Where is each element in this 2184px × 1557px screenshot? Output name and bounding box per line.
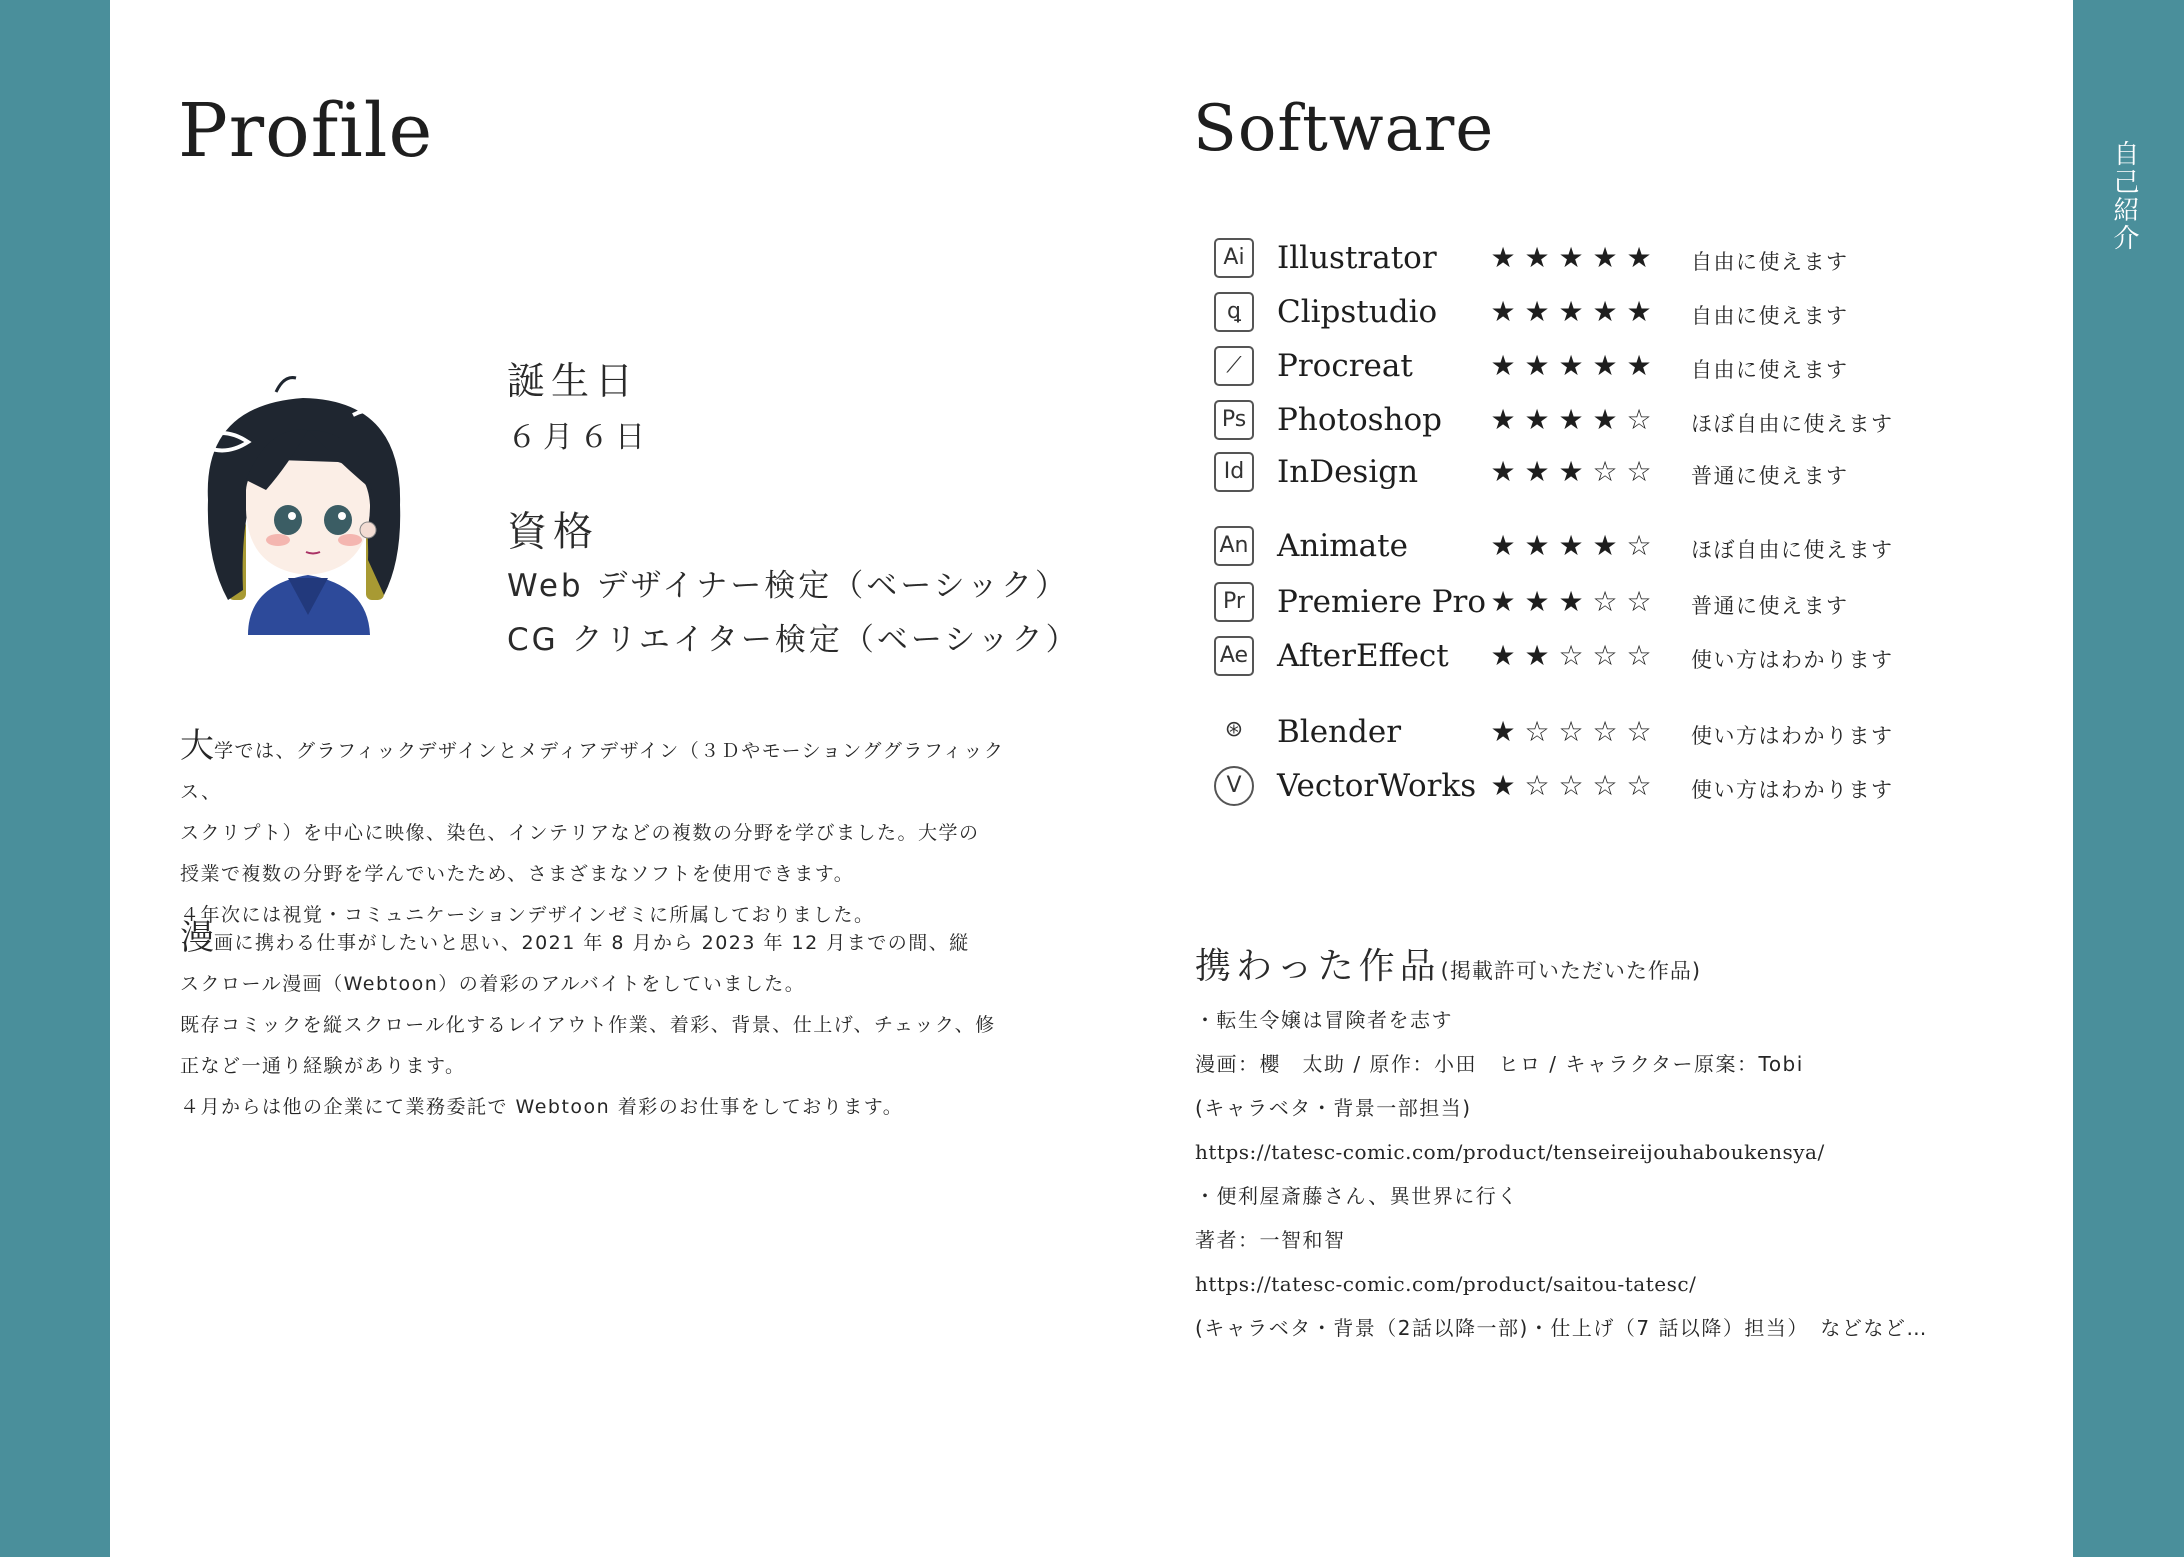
software-name: Photoshop <box>1277 402 1442 438</box>
software-row-vectorworks <box>1214 764 2074 814</box>
filled-star-icon: ★ <box>1592 529 1618 562</box>
star-rating <box>1486 638 1656 674</box>
software-name: AfterEffect <box>1277 638 1449 674</box>
drop-initial: 大 <box>180 726 214 766</box>
empty-star-icon: ☆ <box>1592 715 1618 748</box>
empty-star-icon: ☆ <box>1592 455 1618 488</box>
filled-star-icon: ★ <box>1558 529 1584 562</box>
vectorworks-icon: V <box>1214 766 1254 806</box>
skill-level: 使い方はわかります <box>1691 778 1894 802</box>
paragraph-line: 既存コミックを縦スクロール化するレイアウト作業、着彩、背景、仕上げ、チェック、修 <box>180 1014 996 1036</box>
birthday-label: 誕生日 <box>507 359 640 403</box>
filled-star-icon: ★ <box>1524 455 1550 488</box>
filled-star-icon: ★ <box>1490 455 1516 488</box>
filled-star-icon: ★ <box>1490 529 1516 562</box>
software-title: Software <box>1193 92 1495 166</box>
qualification-item: Web デザイナー検定（ベーシック） <box>507 568 1070 604</box>
animate-icon: An <box>1214 526 1254 566</box>
filled-star-icon: ★ <box>1558 295 1584 328</box>
filled-star-icon: ★ <box>1524 349 1550 382</box>
after-effects-icon: Ae <box>1214 636 1254 676</box>
works-heading <box>1195 938 1701 989</box>
filled-star-icon: ★ <box>1490 585 1516 618</box>
clipstudio-icon: ꝗ <box>1214 292 1254 332</box>
skill-level: 自由に使えます <box>1691 250 1849 274</box>
software-row-procreat <box>1214 344 2074 394</box>
skill-level: ほぼ自由に使えます <box>1691 538 1894 562</box>
star-rating <box>1486 240 1656 276</box>
filled-star-icon: ★ <box>1592 295 1618 328</box>
filled-star-icon: ★ <box>1626 349 1652 382</box>
filled-star-icon: ★ <box>1558 585 1584 618</box>
empty-star-icon: ☆ <box>1524 715 1550 748</box>
paragraph-line: スクリプト）を中心に映像、染色、インテリアなどの複数の分野を学びました。大学の <box>180 822 980 844</box>
avatar-illustration <box>188 370 428 645</box>
empty-star-icon: ☆ <box>1626 639 1652 672</box>
empty-star-icon: ☆ <box>1558 639 1584 672</box>
profile-title: Profile <box>178 88 434 174</box>
paragraph-line: 正など一通り経験があります。 <box>180 1055 466 1077</box>
works-title: 携わった作品 <box>1195 946 1441 987</box>
software-name: Premiere Pro <box>1277 584 1487 620</box>
filled-star-icon: ★ <box>1490 295 1516 328</box>
photoshop-icon: Ps <box>1214 400 1254 440</box>
filled-star-icon: ★ <box>1592 403 1618 436</box>
empty-star-icon: ☆ <box>1626 403 1652 436</box>
works-note: (掲載許可いただいた作品) <box>1440 959 1702 983</box>
skill-level: 普通に使えます <box>1691 464 1849 488</box>
software-name: InDesign <box>1277 454 1419 490</box>
works-line: (キャラベタ・背景一部担当) <box>1195 1096 1472 1120</box>
filled-star-icon: ★ <box>1490 241 1516 274</box>
works-list <box>1195 998 2065 1350</box>
skill-level: 自由に使えます <box>1691 358 1849 382</box>
star-rating <box>1486 454 1656 490</box>
software-row-clipstudio <box>1214 290 2074 340</box>
filled-star-icon: ★ <box>1524 241 1550 274</box>
premiere-pro-icon: Pr <box>1214 582 1254 622</box>
paragraph-line: スクロール漫画（Webtoon）の着彩のアルバイトをしていました。 <box>180 973 806 995</box>
skill-level: 自由に使えます <box>1691 304 1849 328</box>
empty-star-icon: ☆ <box>1524 769 1550 802</box>
work-experience-paragraph <box>180 918 1030 1128</box>
illustrator-icon: Ai <box>1214 238 1254 278</box>
indesign-icon: Id <box>1214 452 1254 492</box>
works-line: ・転生令嬢は冒険者を志す <box>1195 1008 1453 1032</box>
empty-star-icon: ☆ <box>1592 585 1618 618</box>
paragraph-line: 画に携わる仕事がしたいと思い、2021 年 8 月から 2023 年 12 月までの間、縦 <box>214 932 970 954</box>
star-rating <box>1486 714 1656 750</box>
paragraph-line: ４月からは他の企業にて業務委託で Webtoon 着彩のお仕事をしております。 <box>180 1096 904 1118</box>
filled-star-icon: ★ <box>1490 403 1516 436</box>
paragraph-line: ４年次には視覚・コミュニケーションデザインゼミに所属しておりました。 <box>180 904 875 926</box>
section-tab-label: 自己紹介 <box>2109 140 2139 252</box>
filled-star-icon: ★ <box>1592 241 1618 274</box>
star-rating <box>1486 528 1656 564</box>
software-name: Clipstudio <box>1277 294 1438 330</box>
filled-star-icon: ★ <box>1490 715 1516 748</box>
empty-star-icon: ☆ <box>1558 715 1584 748</box>
work-url: https://tatesc-comic.com/product/saitou-tatesc/ <box>1195 1272 1697 1296</box>
empty-star-icon: ☆ <box>1626 455 1652 488</box>
filled-star-icon: ★ <box>1524 639 1550 672</box>
filled-star-icon: ★ <box>1490 349 1516 382</box>
filled-star-icon: ★ <box>1524 295 1550 328</box>
filled-star-icon: ★ <box>1524 585 1550 618</box>
software-name: VectorWorks <box>1277 768 1477 804</box>
filled-star-icon: ★ <box>1592 349 1618 382</box>
empty-star-icon: ☆ <box>1626 769 1652 802</box>
software-name: Animate <box>1277 528 1408 564</box>
works-line: ・便利屋斎藤さん、異世界に行く <box>1195 1184 1519 1208</box>
software-row-illustrator <box>1214 236 2074 286</box>
software-name: Blender <box>1277 714 1402 750</box>
skill-level: 使い方はわかります <box>1691 724 1894 748</box>
star-rating <box>1486 348 1656 384</box>
empty-star-icon: ☆ <box>1626 585 1652 618</box>
blender-icon: ⊛ <box>1214 712 1254 752</box>
software-row-indesign <box>1214 450 2074 500</box>
filled-star-icon: ★ <box>1524 529 1550 562</box>
star-rating <box>1486 768 1656 804</box>
works-line: 著者：一智和智 <box>1195 1228 1346 1252</box>
filled-star-icon: ★ <box>1626 241 1652 274</box>
empty-star-icon: ☆ <box>1626 715 1652 748</box>
empty-star-icon: ☆ <box>1592 769 1618 802</box>
filled-star-icon: ★ <box>1490 639 1516 672</box>
birthday-value: ６月６日 <box>507 420 651 455</box>
empty-star-icon: ☆ <box>1558 769 1584 802</box>
star-rating <box>1486 294 1656 330</box>
software-row-animate <box>1214 524 2074 574</box>
filled-star-icon: ★ <box>1524 403 1550 436</box>
qualification-item: CG クリエイター検定（ベーシック） <box>507 622 1080 658</box>
skill-level: 使い方はわかります <box>1691 648 1894 672</box>
star-rating <box>1486 584 1656 620</box>
paragraph-line: 学では、グラフィックデザインとメディアデザイン（３Ｄやモーションググラフィックス、 <box>180 740 1005 803</box>
skill-level: 普通に使えます <box>1691 594 1849 618</box>
software-name: Illustrator <box>1277 240 1437 276</box>
work-url: https://tatesc-comic.com/product/tenseireijouhaboukensya/ <box>1195 1140 1825 1164</box>
filled-star-icon: ★ <box>1626 295 1652 328</box>
education-paragraph <box>180 726 1030 936</box>
star-rating <box>1486 402 1656 438</box>
software-name: Procreat <box>1277 348 1413 384</box>
empty-star-icon: ☆ <box>1626 529 1652 562</box>
skill-level: ほぼ自由に使えます <box>1691 412 1894 436</box>
works-line: 漫画：櫻 太助 / 原作：小田 ヒロ / キャラクター原案：Tobi <box>1195 1052 1804 1076</box>
filled-star-icon: ★ <box>1558 349 1584 382</box>
filled-star-icon: ★ <box>1558 241 1584 274</box>
procreate-icon: ⟋ <box>1214 346 1254 386</box>
qualification-label: 資格 <box>507 509 599 555</box>
works-line: (キャラベタ・背景（2話以降一部)・仕上げ（7 話以降）担当） などなど… <box>1195 1316 1928 1340</box>
software-row-photoshop <box>1214 398 2074 448</box>
software-row-blender <box>1214 710 2074 760</box>
paragraph-line: 授業で複数の分野を学んでいたため、さまざまなソフトを使用できます。 <box>180 863 855 885</box>
software-row-premiere-pro <box>1214 580 2074 630</box>
drop-initial: 漫 <box>180 918 214 958</box>
left-color-band <box>0 0 110 1557</box>
filled-star-icon: ★ <box>1558 403 1584 436</box>
software-row-aftereffect <box>1214 634 2074 684</box>
filled-star-icon: ★ <box>1490 769 1516 802</box>
empty-star-icon: ☆ <box>1592 639 1618 672</box>
filled-star-icon: ★ <box>1558 455 1584 488</box>
